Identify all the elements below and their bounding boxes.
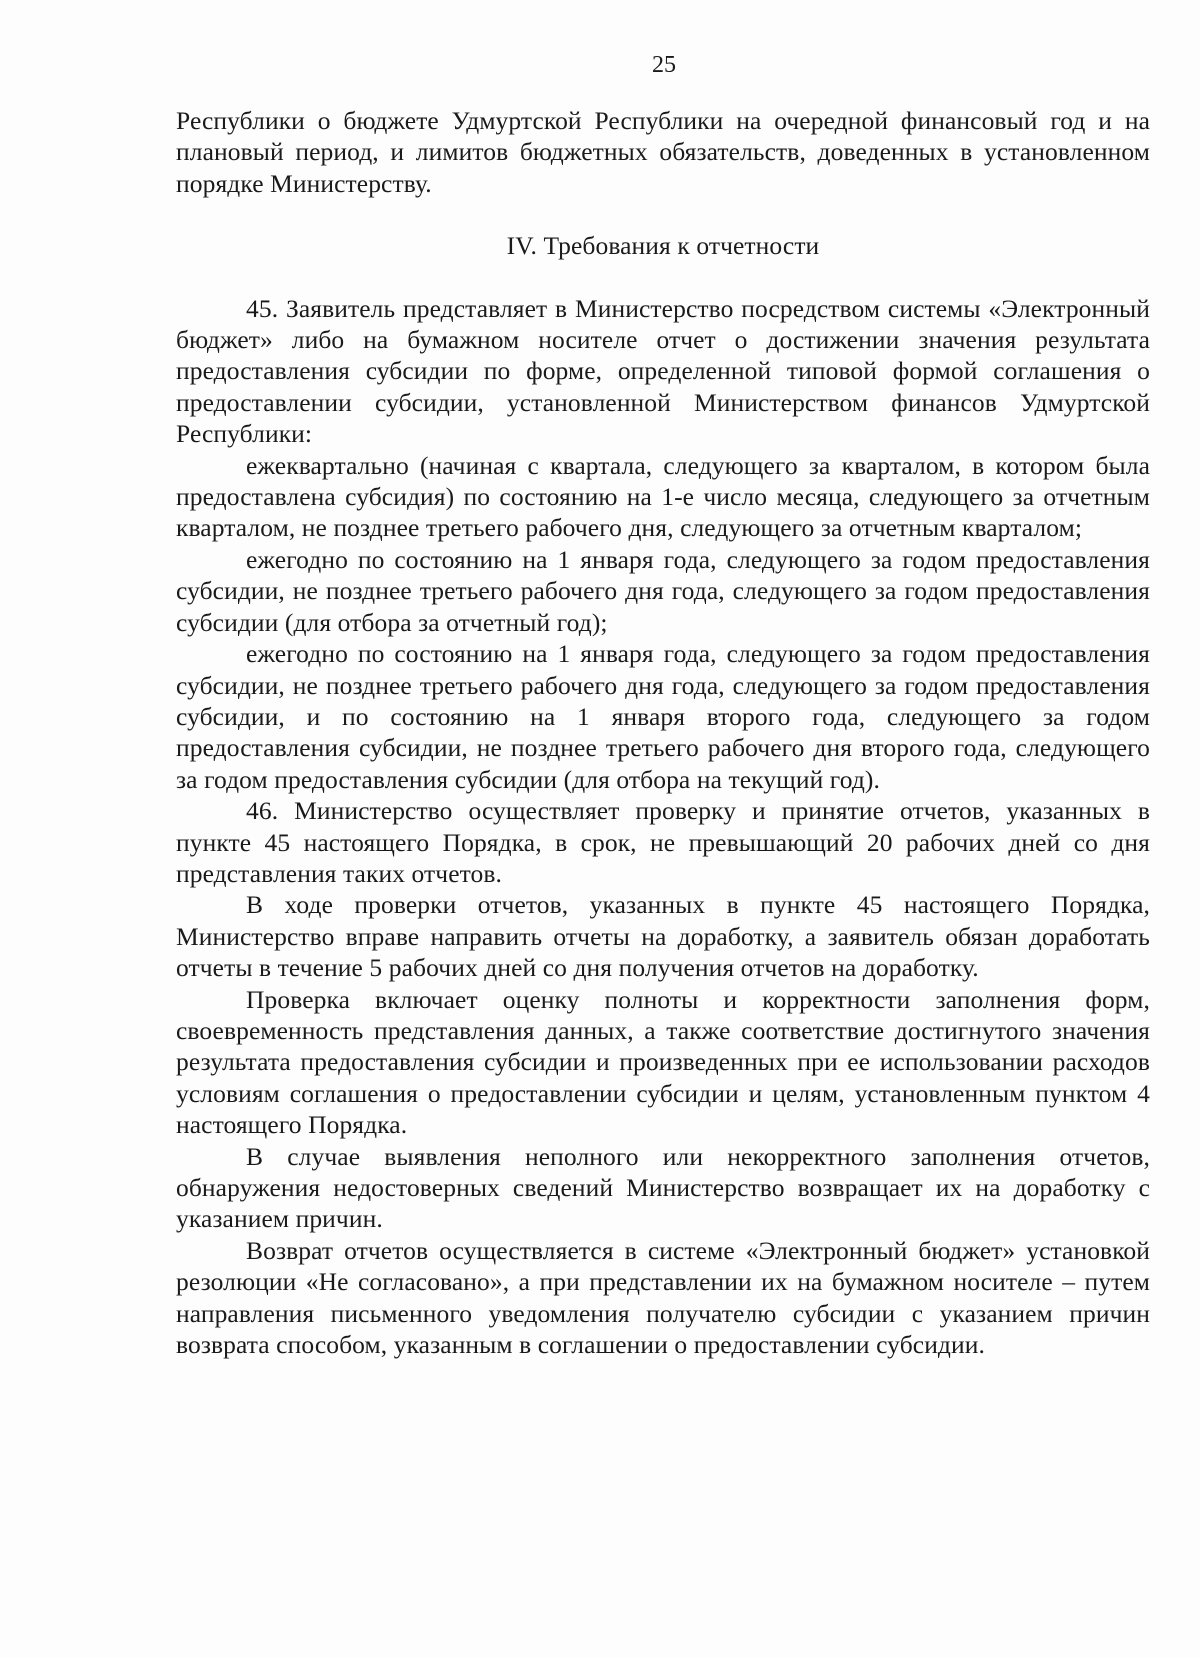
paragraph-return: Возврат отчетов осуществляется в системе «Электронный бюджет» установкой резолюции «Не согласовано», а при представлении их на бумажном носителе – путем направления письменного уведомления получателю субсидии с указанием причин возврата способом, указанным в соглашении о предоставлении субсидии. (176, 1235, 1150, 1360)
paragraph-incomplete: В случае выявления неполного или некорректного заполнения отчетов, обнаружения недостоверных сведений Министерство возвращает их на доработку с указанием причин. (176, 1141, 1150, 1234)
paragraph-annual-reporting-year: ежегодно по состоянию на 1 января года, следующего за годом предоставления субсидии, не позднее третьего рабочего дня года, следующего за годом предоставления субсидии (для отбора за отчетный год); (176, 544, 1150, 637)
paragraph-45: 45. Заявитель представляет в Министерство посредством системы «Электронный бюджет» либо на бумажном носителе отчет о достижении значения результата предоставления субсидии по форме, определенной типовой формой соглашения о предоставлении субсидии, установленной Министерством финансов Удмуртской Республики: (176, 293, 1150, 449)
paragraph-46: 46. Министерство осуществляет проверку и принятие отчетов, указанных в пункте 45 настоящего Порядка, в срок, не превышающий 20 рабочих дней со дня представления таких отчетов. (176, 796, 1150, 888)
page-number: 25 (652, 52, 676, 78)
paragraph-revision: В ходе проверки отчетов, указанных в пункте 45 настоящего Порядка, Министерство вправе направить отчеты на доработку, а заявитель обязан доработать отчеты в течение 5 рабочих дней со дня получения отчетов на доработку. (176, 890, 1150, 983)
paragraph-quarterly: ежеквартально (начиная с квартала, следующего за кварталом, в котором была предоставлена субсидия) по состоянию на 1-е число месяца, следующего за отчетным кварталом, не позднее третьего рабочего дня, следующего за отчетным кварталом; (176, 450, 1150, 543)
paragraph-continuation: Республики о бюджете Удмуртской Республики на очередной финансовый год и на плановый период, и лимитов бюджетных обязательств, доведенных в установленном порядке Министерству. (176, 106, 1150, 198)
paragraph-check-scope: Проверка включает оценку полноты и корректности заполнения форм, своевременность представления данных, а также соответствие достигнутого значения результата предоставления субсидии и произведенных при ее использовании расходов условиям соглашения о предоставлении субсидии и целям, установленным пунктом 4 настоящего Порядка. (176, 984, 1150, 1140)
section-heading: IV. Требования к отчетности (506, 231, 820, 261)
document-body (176, 105, 1150, 1360)
paragraph-annual-current-year: ежегодно по состоянию на 1 января года, следующего за годом предоставления субсидии, не позднее третьего рабочего дня года, следующего за годом предоставления субсидии, и по состоянию на 1 января второго года, следующего за годом предоставления субсидии, не позднее третьего рабочего дня второго года, следующего за годом предоставления субсидии (для отбора на текущий год). (176, 639, 1150, 794)
